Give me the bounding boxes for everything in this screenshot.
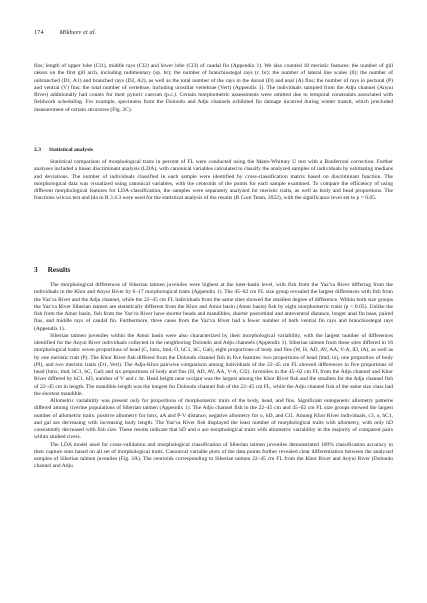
running-head-authors: Mikheev et al. [59,29,97,36]
statistics-text-block [34,159,393,203]
page-number: 174 [34,29,44,36]
paragraph: The LDA model used for cross-validation and morphological classification of Siberian taimen juveniles demonstrated 100% classification accuracy to their capture sites based on all set of morphological traits. Canonical variable plots of the data points further revealed clear differentiation between the analyzed samples of Siberian taimen juveniles (Fig. 3A). The centroids corresponding to Siberian taimen 22–45 cm FL from the Khor River and Anyui River (Dolondo channel and Adju [34,441,393,470]
running-head [34,29,96,36]
results-text-block [34,282,393,471]
subsection-title: Statistical analysis [49,147,93,153]
paragraph: fins; length of upper lobe (Cl1), middle rays (Cl2) and lower lobe (Cl3) of caudal fin (Appendix 1). We also counted 10 meristic features: the number of gill rakers on the first gill arch, including rudimentary (sp. br); the number of branchiostegal rays (r. br); the number of lateral line scales (ll); the number of unbranched (D1, A1) and branched rays (D2, A2), as well as the total number of the rays in the dorsal (D) and anal (A) fins; the number of rays in pectoral (P) and ventral (V) fins; the total number of vertebrae, including urostilar vertebrae (Vert) (Appendix 1). The individuals sampled from the Adju channel (Anyui River) additionally had counts for their pyloric caecum (p.c.). Certain morphometric assessments were omitted due to temporal constraints associated with fieldwork scheduling. For example, specimens from the Dolondo and Adju channels exhibited fin damage incurred during winter transit, which precluded measurement of certain structures (Fig. 2C). [34,63,393,113]
subsection-number: 2.3 [34,147,41,153]
paragraph: Siberian taimen juveniles within the Amur basin were also characterized by their morphological variability, with the largest number of differences identified for the Anyui River individuals collected in the neighboring Dolondo and Adju channels (Appendix 1). Siberian taimen from these sites differed in 16 morphological traits: seven proportions of head (C, hmx, lmd, O, hC1, hC, Gal), eight proportions of body and fins (W, H, AD, AV, AA, V-A, lD, lA), as well as by one meristic trait (P). The Khor River fish differed from the Dolondo channel fish in five features: two proportions of head (lmd, io), one proportion of body (Pl), and two meristic traits (D1, Vert). The Adju-Khor pairwise comparison among individuals of the 22–45 cm FL showed differences in five proportions of head (hmx, lmd, hC1, hC, Gal) and six proportions of body and fins (H, AD, AV, AA, V-A, Cl2). Juveniles in the 45–62 cm FL from the Adju channel and Khor River differed by hC1, hD, number of V and r. br. Head height near occiput was the largest among the Khor River fish and the smallest for the Adju channel fish of 22–45 cm in length. The mandible length was the longest for Dolondo channel fish of the 22–45 cm FL, while the Adju channel fish of the same size class had the shortest mandible. [34,332,393,397]
paragraph: Allometric variability was present only for proportions of morphometric traits of the body, head, and fins. Significant ontogenetic allometry patterns differed among riverine populations of Siberian taimen (Appendix 1). The Adju channel fish in the 22–45 cm and 45–62 cm FL size groups showed the largest number of allometric traits: positive allometry for hmx, aA and P-V distance, negative allometry for o, hD, and Cl1. Among Khor River individuals, c3, o, hC1, and gal are decreasing with increasing body length. The Yaz'va River fish displayed the least number of morphological traits with allometry, with only hD consistently decreased with fish size. These results indicate that hD and o are morphological traits with allometric variability in the majority of compared pairs within studied rivers. [34,398,393,441]
section-title: Results [47,265,71,274]
methods-text-block [34,63,393,114]
section-heading [34,265,70,274]
paragraph: The morphological differences of Siberian taimen juveniles were highest at the inter-basin level, with fish from the Yaz'va River differing from the individuals in the Khor and Anyui River by 6–17 morphological traits (Appendix 1). The 45–62 cm FL size group revealed the largest differences with fish from the Yaz'va River and the Adju channel, while the 22–45 cm FL individuals from the same sites showed the smallest degree of difference. Within both size groups the Yaz'va River Siberian taimen are statistically different from the Khor and Amur basin (Amur basin) fish by eight morphometric traits (p < 0.05). Unlike the fish from the Amur basin, fish from the Yaz'va River have shorter heads and mandibles, shorter postorbital and anteventral distance, longer anal fin base, paired fins, and middle rays of caudal fin. Furthermore, three cases from the Yaz'va River had a fewer number of both ventral fin rays and branchiostegal rays (Appendix 1). [34,282,393,332]
section-number: 3 [34,265,38,274]
subsection-heading [34,147,93,153]
paragraph: Statistical comparison of morphological traits in percent of FL were conducted using the Mann-Whitney U test with a Bonferroni correction. Further analyses included a linear discriminant analysis (LDA), with canonical variables calculated to classify the analyzed samples of individuals by estimating medians and deviations. The number of individuals classified in each sample were identified by cross-classification matrix based on discriminant function. The morphological data was visualized using canonical variables, with the centroids of the points for each sample examined. To compare the efficiency of using different morphological features for LDA-classification, the samples were separately analyzed for meristic traits, as well as body and head proportions. The functions wilcox.test and lda in R 3.4.3 were used for the statistical analysis of the results (R Core Team, 2022), with the significance level set to p = 0.05. [34,159,393,202]
